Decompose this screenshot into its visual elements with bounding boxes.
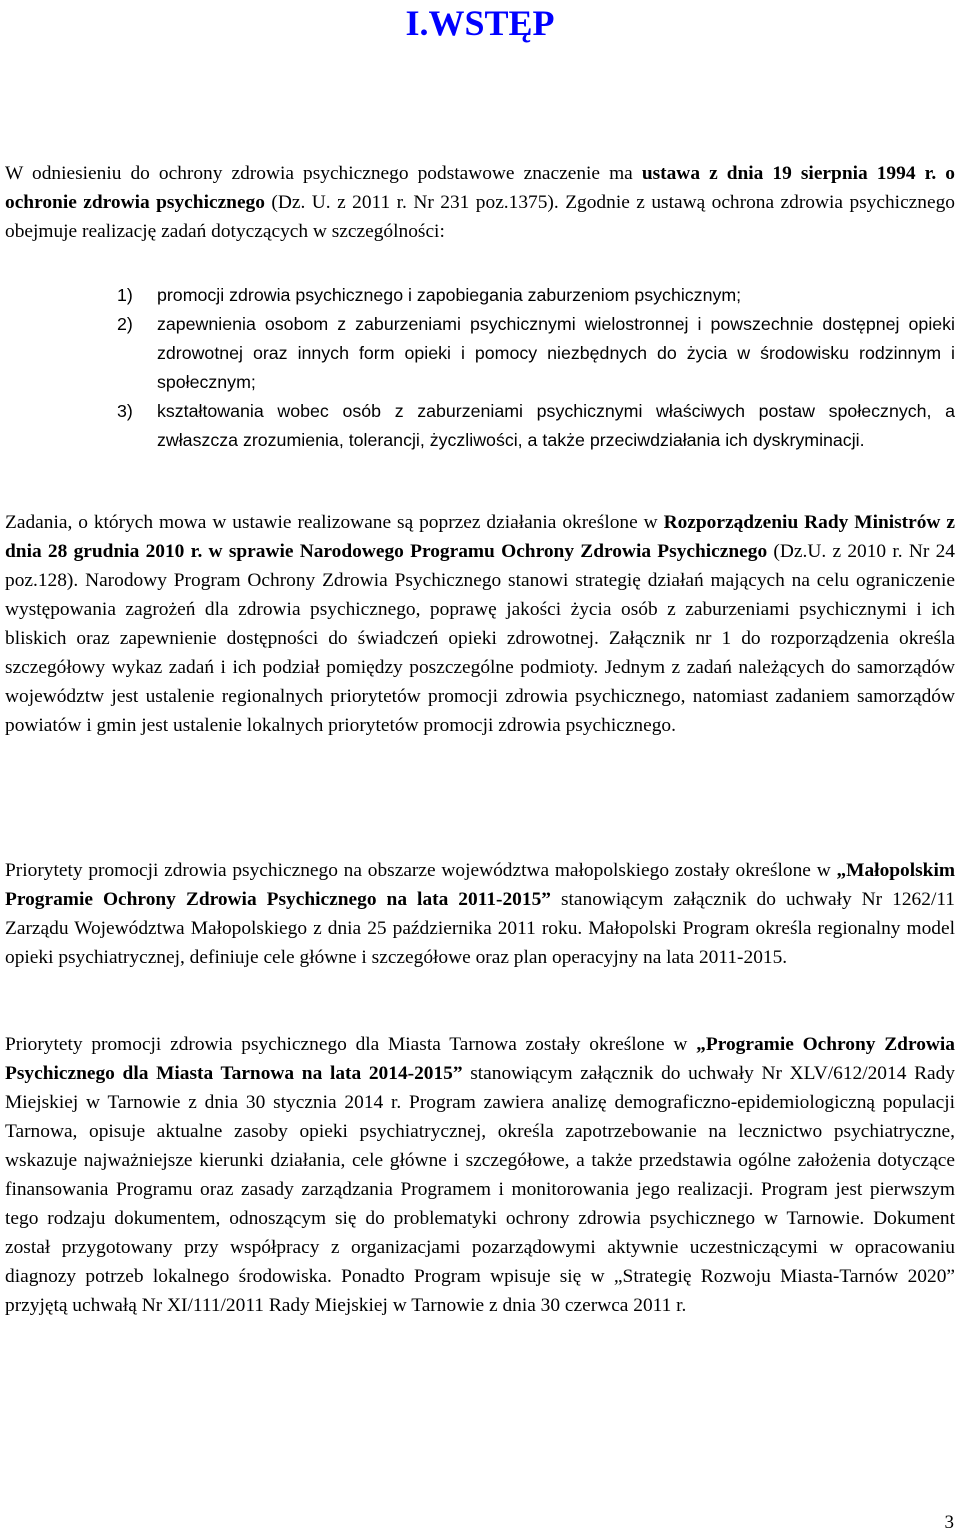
intro-act-title: ustawa z dnia 19 sierpnia 1994 r. o ochronie zdrowia psychicznego (5, 163, 956, 213)
regulation-paragraph (5, 508, 955, 740)
list-item-text: promocji zdrowia psychicznego i zapobiegania zaburzeniom psychicznym; (157, 285, 742, 305)
tarnow-text-2: stanowiącym załącznik do uchwały Nr XLV/612/2014 Rady Miejskiej w Tarnowie z dnia 30 stycznia 2014 r. Program zawiera analizę demograficzno-epidemiologiczną populacji Tarnowa, opisuje aktualne zasoby opieki psychiatrycznej, określa zapotrzebowanie na lecznictwo psychiatryczne, wskazuje najważniejsze kierunki działania, cele główne i szczegółowe, a także przedstawia ogólne założenia dotyczące finansowania Programu oraz zasady zarządzania Programem i monitorowania jego realizacji. Program jest pierwszym tego rodzaju dokumentem, odnoszącym się do problematyki ochrony zdrowia psychicznego w Tarnowie. Dokument został przygotowany przy współpracy z organizacjami pozarządowymi aktywnie uczestniczącymi w opracowaniu diagnozy potrzeb lokalnego środowiska. Ponadto Program wpisuje się w „Strategię Rozwoju Miasta-Tarnów 2020” przyjętą uchwałą Nr XI/111/2011 Rady Miejskiej w Tarnowie z dnia 30 czerwca 2011 r. (5, 1063, 955, 1316)
malopolska-text-2: stanowiącym załącznik do uchwały Nr 1262/11 Zarządu Województwa Małopolskiego z dnia 25 października 2011 roku. Małopolski Program określa regionalny model opieki psychiatrycznej, definiuje cele główne i szczegółowe oraz plan operacyjny na lata 2011-2015. (5, 889, 955, 968)
page-number: 3 (944, 1512, 954, 1533)
list-item (117, 397, 955, 455)
tarnow-paragraph (5, 1030, 955, 1320)
list-item-text: kształtowania wobec osób z zaburzeniami psychicznymi właściwych postaw społecznych, a zwłaszcza zrozumienia, tolerancji, życzliwości, a także przeciwdziałania ich dyskryminacji. (157, 401, 955, 450)
malopolska-paragraph (5, 856, 955, 972)
tarnow-text-1: Priorytety promocji zdrowia psychicznego dla Miasta Tarnowa zostały określone w (5, 1034, 697, 1055)
intro-paragraph (5, 159, 955, 246)
page-title: I.WSTĘP (405, 3, 555, 43)
malopolska-program-title: „Małopolskim Programie Ochrony Zdrowia Psychicznego na lata 2011-2015” (5, 860, 955, 910)
list-item-text: zapewnienia osobom z zaburzeniami psychicznymi wielostronnej i powszechnie dostępnej opieki zdrowotnej oraz innych form opieki i pomocy niezbędnych do życia w środowisku rodzinnym i społecznym; (157, 314, 955, 392)
regulation-text-2: (Dz.U. z 2010 r. Nr 24 poz.128). Narodowy Program Ochrony Zdrowia Psychicznego stanowi strategię działań mających na celu ograniczenie występowania zagrożeń dla zdrowia psychicznego, poprawę jakości życia osób z zaburzeniami psychicznymi i ich bliskich oraz zapewnienie dostępności do świadczeń opieki zdrowotnej. Załącznik nr 1 do rozporządzenia określa szczegółowy wykaz zadań i ich podział pomiędzy poszczególne podmioty. Jednym z zadań należących do samorządów województw jest ustalenie regionalnych priorytetów promocji zdrowia psychicznego, natomiast zadaniem samorządów powiatów i gmin jest ustalenie lokalnych priorytetów promocji zdrowia psychicznego. (5, 541, 955, 736)
list-item (117, 281, 955, 310)
list-item-number: 3) (117, 401, 133, 421)
list-item (117, 310, 955, 397)
regulation-text-1: Zadania, o których mowa w ustawie realizowane są poprzez działania określone w (5, 512, 664, 533)
intro-text-1: W odniesieniu do ochrony zdrowia psychicznego podstawowe znaczenie ma (5, 163, 642, 184)
list-item-number: 2) (117, 314, 133, 334)
intro-text-2: (Dz. U. z 2011 r. Nr 231 poz.1375). Zgodnie z ustawą ochrona zdrowia psychicznego obejmuje realizację zadań dotyczących w szczególności: (5, 192, 955, 242)
malopolska-text-1: Priorytety promocji zdrowia psychicznego na obszarze województwa małopolskiego zostały określone w (5, 860, 837, 881)
list-item-number: 1) (117, 285, 133, 305)
tasks-list (117, 281, 955, 455)
tarnow-program-title: „Programie Ochrony Zdrowia Psychicznego dla Miasta Tarnowa na lata 2014-2015” (5, 1034, 955, 1084)
regulation-title: Rozporządzeniu Rady Ministrów z dnia 28 grudnia 2010 r. w sprawie Narodowego Programu Ochrony Zdrowia Psychicznego (5, 512, 955, 562)
